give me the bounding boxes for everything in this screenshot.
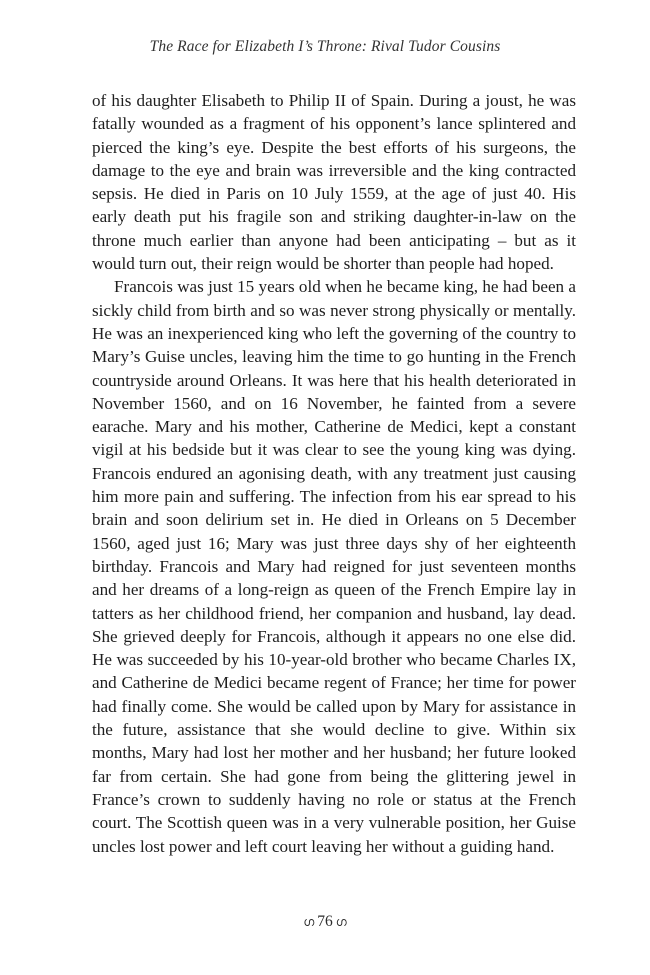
ornament-left-icon: ഗ [303,914,315,929]
body-text [92,89,576,858]
running-header-title: The Race for Elizabeth I’s Throne: Rival Tudor Cousins [149,38,501,55]
page-number: 76 [317,913,333,931]
page-footer [0,913,650,931]
paragraph-francois: Francois was just 15 years old when he became king, he had been a sickly child from birth and so was never strong physically or mentally. He was an inexperienced king who left the governing of the country to Mary’s Guise uncles, leaving him the time to go hunting in the French countryside around Orleans. It was here that his health deteriorated in November 1560, and on 16 November, he fainted from a severe earache. Mary and his mother, Catherine de Medici, kept a constant vigil at his bedside but it was clear to see the young king was dying. Francois endured an agonising death, with any treatment just causing him more pain and suffering. The infection from his ear spread to his brain and soon delirium set in. He died in Orleans on 5 December 1560, aged just 16; Mary was just three days shy of her eighteenth birthday. Francois and Mary had reigned for just seventeen months and her dreams of a long-reign as queen of the French Empire lay in tatters as her childhood friend, her companion and husband, lay dead. She grieved deeply for Francois, although it appears no one else did. He was succeeded by his 10-year-old brother who became Charles IX, and Catherine de Medici became regent of France; her time for power had finally come. She would be called upon by Mary for assistance in the future, assistance that she would decline to give. Within six months, Mary had lost her mother and her husband; her future looked far from certain. She had gone from being the glittering jewel in France’s crown to suddenly having no role or status at the French court. The Scottish queen was in a very vulnerable position, her Guise uncles lost power and left court leaving her without a guiding hand. [92,277,576,856]
paragraph-continuation: of his daughter Elisabeth to Philip II of Spain. During a joust, he was fatally wounded as a fragment of his opponent’s lance splintered and pierced the king’s eye. Despite the best efforts of his surgeons, the damage to the eye and brain was irreversible and the king contracted sepsis. He died in Paris on 10 July 1559, at the age of just 40. His early death put his fragile son and striking daughter-in-law on the throne much earlier than anyone had been anticipating – but as it would turn out, their reign would be shorter than people had hoped. [92,91,576,274]
ornament-right-icon: ഗ [335,914,347,929]
